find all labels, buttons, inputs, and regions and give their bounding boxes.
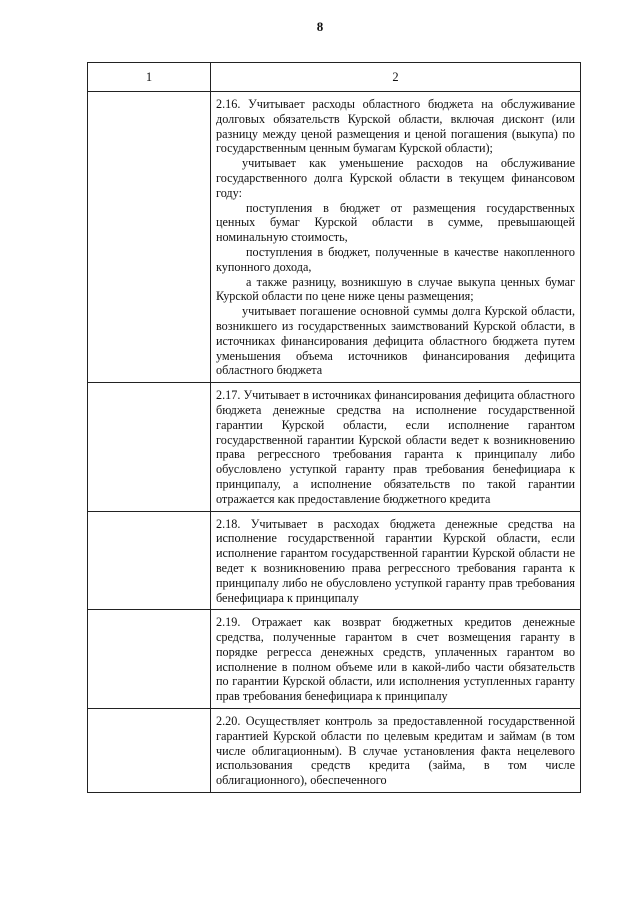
left-empty-cell — [88, 610, 211, 709]
paragraph: 2.18. Учитывает в расходах бюджета денежные средства на исполнение государственной гарантии Курской области, если исполнение гарантом государственной гарантии Курской области не ведет к возникновению права регрессного требования гаранта к принципалу либо не обусловлено уступкой гаранту прав требования бенефициара к принципалу — [216, 516, 575, 605]
section-2-18-cell — [211, 511, 581, 610]
left-empty-cell — [88, 709, 211, 793]
section-2-20-cell — [211, 709, 581, 793]
paragraph: а также разницу, возникшую в случае выкупа ценных бумаг Курской области по цене ниже цены размещения; — [216, 274, 575, 304]
table-row — [88, 610, 581, 709]
column-header-1: 1 — [88, 63, 211, 92]
paragraph: поступления в бюджет от размещения государственных ценных бумаг Курской области в сумме, превышающей номинальную стоимость, — [216, 200, 575, 245]
left-empty-cell — [88, 383, 211, 511]
paragraph: 2.19. Отражает как возврат бюджетных кредитов денежные средства, полученные гарантом в счет возмещения гаранту в порядке регресса денежных средств, уплаченных гарантом во исполнение в полном объеме или в какой-либо части обязательств по гарантии Курской области, или исполнения уступленных гаранту прав требования бенефициара к принципалу — [216, 615, 575, 704]
column-header-2: 2 — [211, 63, 581, 92]
paragraph: учитывает как уменьшение расходов на обслуживание государственного долга Курской области в текущем финансовом году: — [216, 156, 575, 200]
table-row — [88, 383, 581, 511]
paragraph: учитывает погашение основной суммы долга Курской области, возникшего из государственных заимствований Курской области, в источниках финансирования дефицита областного бюджета путем уменьшения объема источников финансирования дефицита областного бюджета — [216, 304, 575, 378]
page-number: 8 — [316, 19, 324, 34]
section-2-17-cell — [211, 383, 581, 511]
table-row — [88, 92, 581, 383]
paragraph: 2.16. Учитывает расходы областного бюджета на обслуживание долговых обязательств Курской области, включая дисконт (или разницу между ценой размещения и ценой погашения (выкупа) по государственным ценным бумагам Курской области); — [216, 97, 575, 156]
table-header-row — [88, 63, 581, 92]
table-row — [88, 511, 581, 610]
paragraph: поступления в бюджет, полученные в качестве накопленного купонного дохода, — [216, 244, 575, 274]
paragraph: 2.17. Учитывает в источниках финансирования дефицита областного бюджета денежные средства на исполнение государственной гарантии Курской области, если исполнение гарантом государственной гарантии Курской области ведет к возникновению права регрессного требования гаранта к принципалу либо обусловлено уступкой гаранту прав требования бенефициара к принципалу, а исполнение обязательств по такой гарантии отражается как предоставление бюджетного кредита — [216, 388, 575, 506]
table-row — [88, 709, 581, 793]
left-empty-cell — [88, 92, 211, 383]
section-2-19-cell — [211, 610, 581, 709]
document-table — [87, 62, 581, 793]
left-empty-cell — [88, 511, 211, 610]
section-2-16-cell — [211, 92, 581, 383]
paragraph: 2.20. Осуществляет контроль за предоставленной государственной гарантией Курской области по целевым кредитам и займам (в том числе облигационным). В случае установления факта нецелевого использования средств кредита (займа, в том числе облигационного), обеспеченного — [216, 714, 575, 788]
